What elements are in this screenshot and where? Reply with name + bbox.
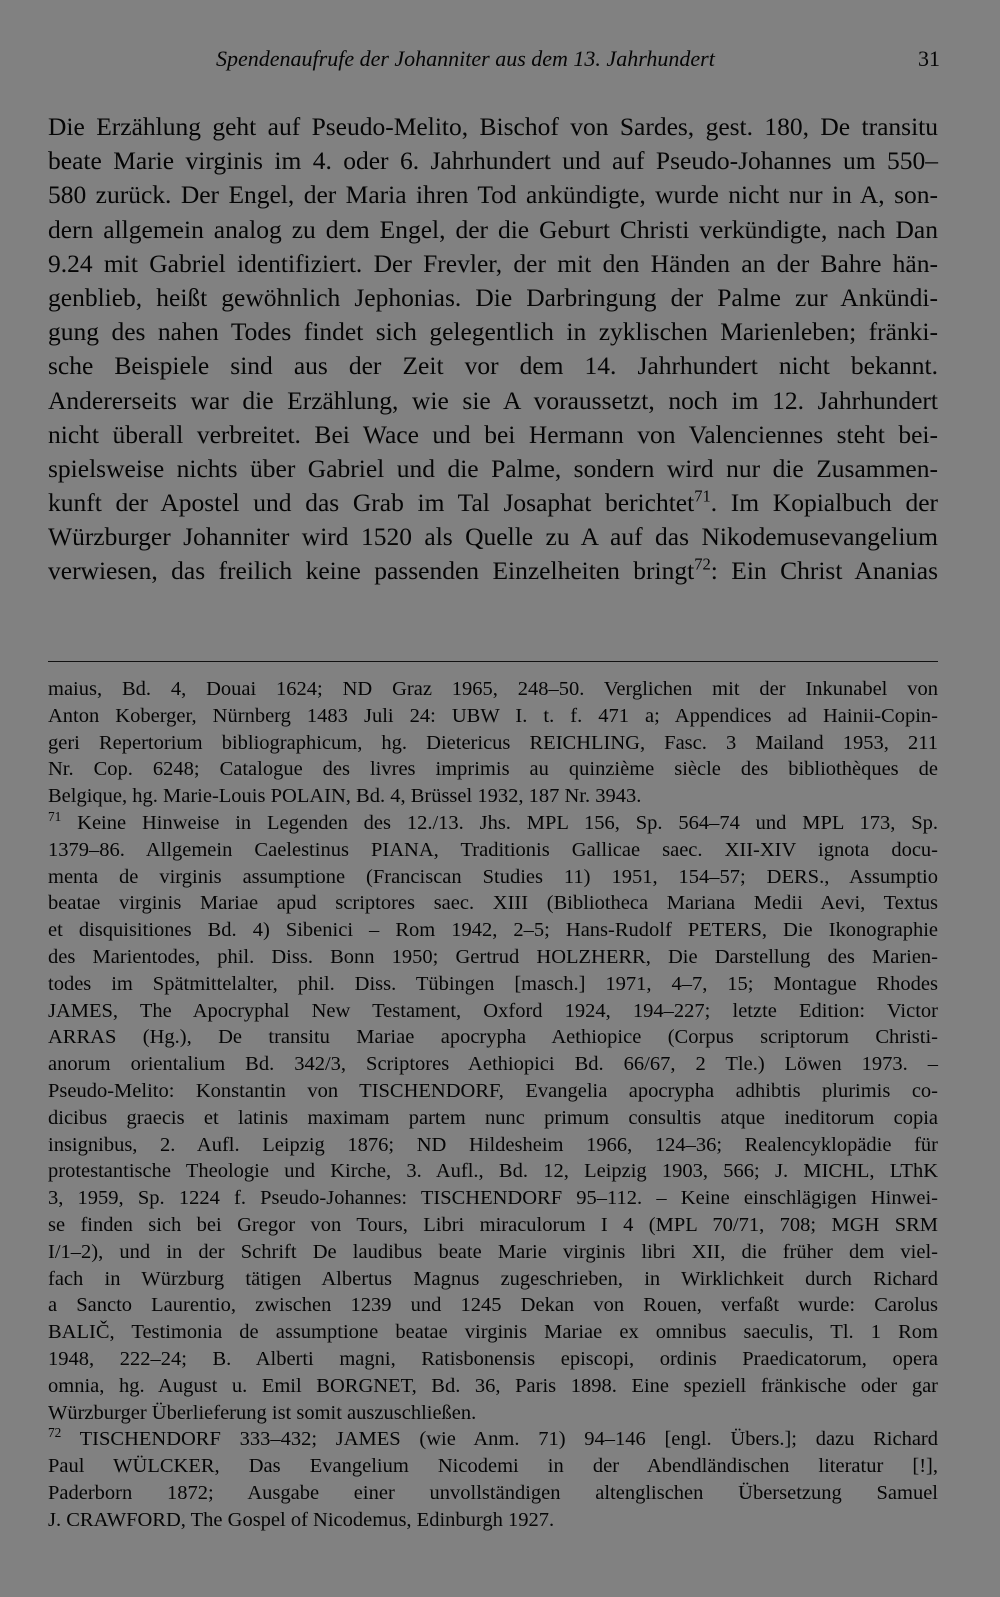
footnote-line: Paul WÜLCKER, Das Evangelium Nicodemi in der Abendländischen literatur [!], [48,1455,938,1478]
body-line: spielsweise nichts über Gabriel und die Palme, sondern wird nur die Zusammen- [48,453,938,483]
body-line: 580 zurück. Der Engel, der Maria ihren Tod ankündigte, wurde nicht nur in A, son- [48,180,938,210]
body-line: Würzburger Johanniter wird 1520 als Quelle zu A auf das Nikodemusevangelium [48,522,938,552]
footnote-text: TISCHENDORF 333–432; JAMES (wie Anm. 71) 94–146 [engl. Übers.]; dazu Richard [61,1428,938,1451]
footnote-line: J. CRAWFORD, The Gospel of Nicodemus, Edinburgh 1927. [48,1508,555,1531]
body-line: gung des nahen Todes findet sich gelegentlich in zyklischen Marienleben; fränki- [48,317,938,347]
main-text [48,110,938,589]
footnote-line: BALIČ, Testimonia de assumptione beatae virginis Mariae ex omnibus saeculis, Tl. 1 Rom [48,1321,938,1344]
footnote-72-first-line [48,1426,938,1453]
footnote-line: 1379–86. Allgemein Caelestinus PIANA, Traditionis Gallicae saec. XII-XIV ignota docu- [48,838,938,861]
body-line: Die Erzählung geht auf Pseudo-Melito, Bischof von Sardes, gest. 180, De transitu [48,112,938,141]
footnote-line: dicibus graecis et latinis maximam partem nunc primum consultis atque ineditorum copia [48,1106,938,1129]
body-line: dern allgemein analog zu dem Engel, der die Geburt Christi verkündigte, nach Dan [48,214,938,244]
body-line: genblieb, heißt gewöhnlich Jephonias. Die Darbringung der Palme zur Ankündi- [48,282,938,312]
footnote-line: I/1–2), und in der Schrift De laudibus beate Marie virginis libri XII, die früher dem viel- [48,1240,938,1263]
footnote-line: insignibus, 2. Aufl. Leipzig 1876; ND Hildesheim 1966, 124–36; Realencyklopädie für [48,1133,938,1156]
body-text: : Ein Christ Ananias [710,556,938,586]
body-line-with-note-71 [48,486,938,520]
footnote-line: Anton Koberger, Nürnberg 1483 Juli 24: UBW I. t. f. 471 a; Appendices ad Hainii-Copin- [48,704,938,727]
footnote-line: Belgique, hg. Marie-Louis POLAIN, Bd. 4, Brüssel 1932, 187 Nr. 3943. [48,785,642,808]
footnote-marker-72: 72 [48,1425,62,1441]
footnote-line: se finden sich bei Gregor von Tours, Libri miraculorum I 4 (MPL 70/71, 708; MGH SRM [48,1213,938,1236]
footnote-line: menta de virginis assumptione (Franciscan Studies 11) 1951, 154–57; DERS., Assumptio [48,865,938,888]
footnote-line: beatae virginis Mariae apud scriptores saec. XIII (Bibliotheca Mariana Medii Aevi, Textus [48,892,938,915]
footnote-text: Keine Hinweise in Legenden des 12./13. Jhs. MPL 156, Sp. 564–74 und MPL 173, Sp. [61,811,938,834]
footnote-line: geri Repertorium bibliographicum, hg. Dietericus REICHLING, Fasc. 3 Mailand 1953, 211 [48,731,938,754]
footnote-line: fach in Würzburg tätigen Albertus Magnus zugeschrieben, in Wirklichkeit durch Richard [48,1267,938,1290]
footnote-line: ARRAS (Hg.), De transitu Mariae apocrypha Aethiopice (Corpus scriptorum Christi- [48,1026,938,1049]
body-text: . Im Kopialbuch der [710,488,938,518]
footnote-divider [48,661,938,662]
footnote-line: JAMES, The Apocryphal New Testament, Oxford 1924, 194–227; letzte Edition: Victor [48,999,938,1022]
footnote-line: 3, 1959, Sp. 1224 f. Pseudo-Johannes: TISCHENDORF 95–112. – Keine einschlägigen Hinwei- [48,1187,938,1210]
body-line: Andererseits war die Erzählung, wie sie A voraussetzt, noch im 12. Jahrhundert [48,385,938,415]
footnote-line: maius, Bd. 4, Douai 1624; ND Graz 1965, 248–50. Verglichen mit der Inkunabel von [48,678,938,700]
page-number: 31 [918,46,940,71]
footnote-ref-72[interactable]: 72 [694,554,711,574]
footnote-line: anorum orientalium Bd. 342/3, Scriptores Aethiopici Bd. 66/67, 2 Tle.) Löwen 1973. – [48,1053,938,1076]
footnote-line: Nr. Cop. 6248; Catalogue des livres imprimis au quinzième siècle des bibliothèques de [48,758,938,781]
body-line: beate Marie virginis im 4. oder 6. Jahrhundert und auf Pseudo-Johannes um 550– [48,146,938,176]
footnote-line: omnia, hg. August u. Emil BORGNET, Bd. 36, Paris 1898. Eine speziell fränkische oder gar [48,1374,938,1397]
footnote-line: des Marientodes, phil. Diss. Bonn 1950; Gertrud HOLZHERR, Die Darstellung des Marien- [48,945,938,968]
body-text: verwiesen, das freilich keine passenden Einzelheiten bringt [48,556,695,586]
footnote-line: a Sancto Laurentio, zwischen 1239 und 1245 Dekan von Rouen, verfaßt wurde: Carolus [48,1294,938,1317]
footnotes [48,676,938,1534]
footnote-line: Pseudo-Melito: Konstantin von TISCHENDORF, Evangelia apocrypha adhibtis plurimis co- [48,1079,938,1102]
footnote-line: protestantische Theologie und Kirche, 3. Aufl., Bd. 12, Leipzig 1903, 566; J. MICHL, LThK [48,1160,938,1183]
footnote-71-first-line [48,810,938,837]
running-header [48,46,940,78]
footnote-line: Paderborn 1872; Ausgabe einer unvollständigen altenglischen Übersetzung Samuel [48,1481,938,1504]
body-line-with-note-72 [48,554,938,588]
footnote-line: et disquisitiones Bd. 4) Sibenici – Rom 1942, 2–5; Hans-Rudolf PETERS, Die Ikonographie [48,919,938,942]
body-line: 9.24 mit Gabriel identifiziert. Der Frevler, der mit den Händen an der Bahre hän- [48,248,938,278]
footnote-ref-71[interactable]: 71 [694,486,711,506]
body-text: kunft der Apostel und das Grab im Tal Josaphat berichtet [48,488,695,518]
footnote-line: Würzburger Überlieferung ist somit auszuschließen. [48,1401,477,1424]
footnote-line: 1948, 222–24; B. Alberti magni, Ratisbonensis episcopi, ordinis Praedicatorum, opera [48,1347,938,1370]
body-line: sche Beispiele sind aus der Zeit vor dem 14. Jahrhundert nicht bekannt. [48,351,938,381]
running-title: Spendenaufrufe der Johanniter aus dem 13. Jahrhundert [216,46,715,71]
footnote-line: todes im Spätmittelalter, phil. Diss. Tübingen [masch.] 1971, 4–7, 15; Montague Rhodes [48,972,938,995]
body-line: nicht überall verbreitet. Bei Wace und bei Hermann von Valenciennes steht bei- [48,419,938,449]
footnote-marker-71: 71 [48,809,62,825]
